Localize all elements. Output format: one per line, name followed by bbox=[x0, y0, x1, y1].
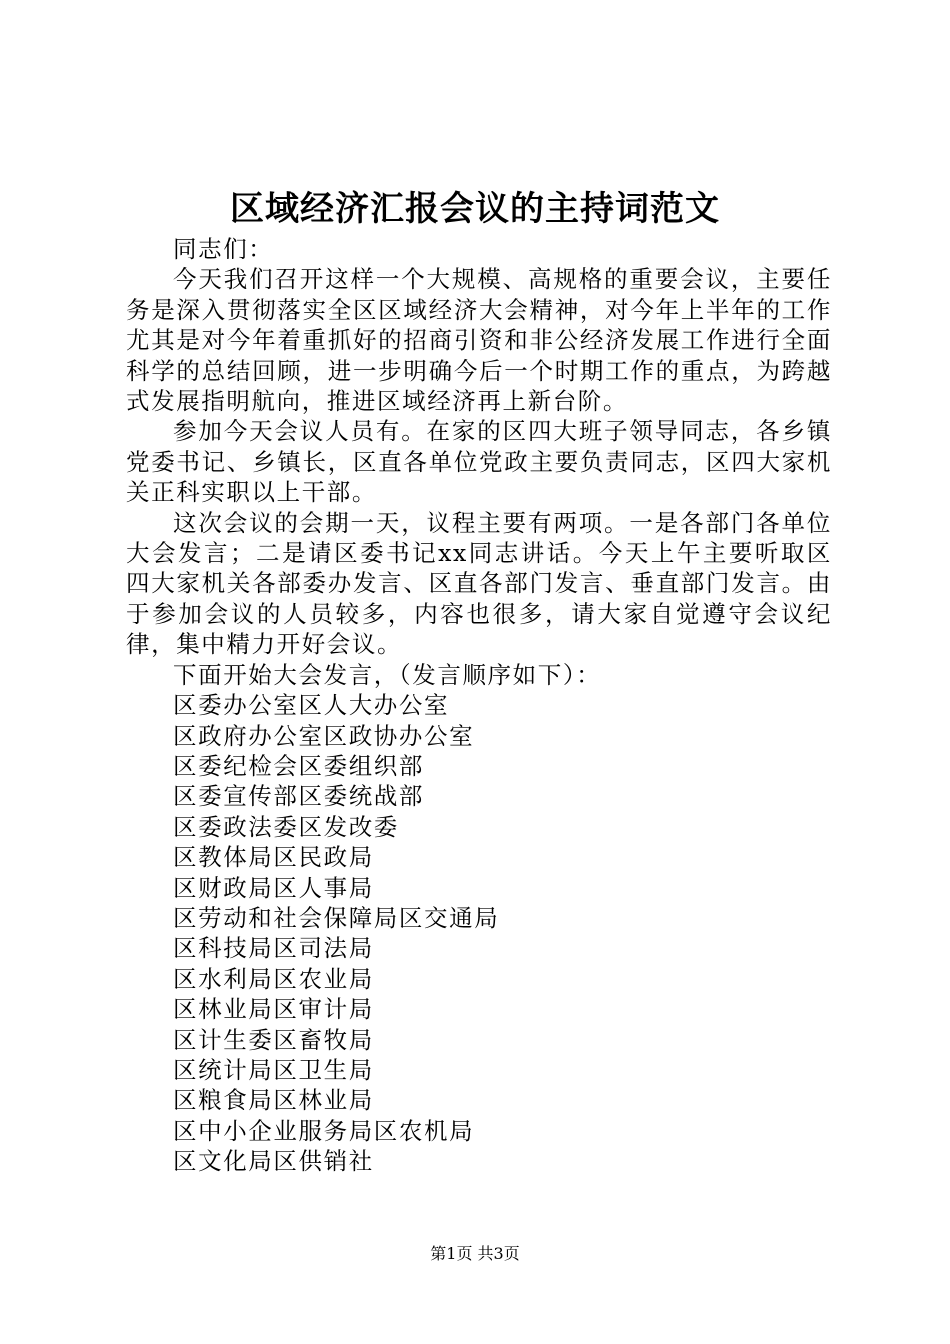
list-item: 区粮食局区林业局 bbox=[173, 1086, 374, 1115]
list-item: 区林业局区审计局 bbox=[173, 995, 374, 1024]
list-item: 区教体局区民政局 bbox=[173, 843, 374, 872]
list-item: 区统计局区卫生局 bbox=[173, 1055, 374, 1084]
paragraph-opening: 今天我们召开这样一个大规模、高规格的重要会议，主要任务是深入贯彻落实全区区域经济大会精神，对今年上半年的工作尤其是对今年着重抓好的招商引资和非公经济发展工作进行全面科学的总结回顾，进一步明确今后一个时期工作的重点，为跨越式发展指明航向，推进区域经济再上新台阶。 bbox=[126, 265, 832, 416]
paragraph-speech-order: 下面开始大会发言，（发言顺序如下）： bbox=[173, 660, 602, 689]
list-item: 区委宣传部区委统战部 bbox=[173, 782, 424, 811]
list-item: 区科技局区司法局 bbox=[173, 934, 374, 963]
list-item: 区委政法委区发改委 bbox=[173, 812, 399, 841]
paragraph-attendees: 参加今天会议人员有。在家的区四大班子领导同志，各乡镇党委书记、乡镇长，区直各单位党政主要负责同志，区四大家机关正科实职以上干部。 bbox=[126, 417, 832, 507]
list-item: 区劳动和社会保障局区交通局 bbox=[173, 903, 500, 932]
list-item: 区计生委区畜牧局 bbox=[173, 1025, 374, 1054]
list-item: 区财政局区人事局 bbox=[173, 873, 374, 902]
document-body bbox=[126, 234, 832, 1177]
speaker-list bbox=[126, 690, 832, 1177]
list-item: 区委办公室区人大办公室 bbox=[173, 691, 450, 720]
list-item: 区中小企业服务局区农机局 bbox=[173, 1116, 475, 1145]
list-item: 区水利局区农业局 bbox=[173, 964, 374, 993]
list-item: 区政府办公室区政协办公室 bbox=[173, 721, 475, 750]
greeting: 同志们： bbox=[173, 235, 274, 263]
paragraph-agenda: 这次会议的会期一天，议程主要有两项。一是各部门各单位大会发言；二是请区委书记xx同志讲话。今天上午主要听取区四大家机关各部委办发言、区直各部门发言、垂直部门发言。由于参加会议的人员较多，内容也很多，请大家自觉遵守会议纪律，集中精力开好会议。 bbox=[126, 508, 832, 659]
page-footer: 第1页 共3页 bbox=[430, 1244, 520, 1263]
list-item: 区委纪检会区委组织部 bbox=[173, 751, 424, 780]
document-title: 区域经济汇报会议的主持词范文 bbox=[230, 189, 720, 229]
list-item: 区文化局区供销社 bbox=[173, 1147, 374, 1176]
